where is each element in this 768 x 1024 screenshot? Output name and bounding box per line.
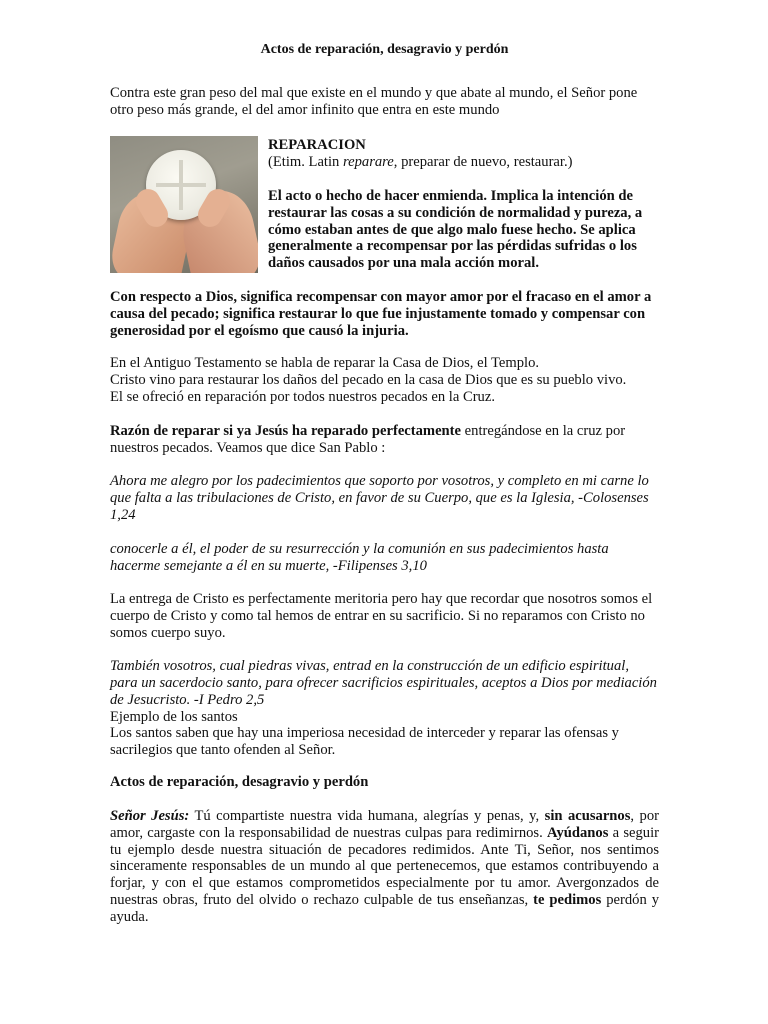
etymology-word: reparare <box>342 154 394 170</box>
prayer-senor: Señor Jesús: <box>110 808 190 824</box>
razon-bold-text: Razón de reparar si ya Jesús ha reparado perfectamente <box>110 423 462 439</box>
quote-colosenses: Ahora me alegro por los padecimientos que soporto por vosotros, y completo en mi carne lo que falta a las tribulaciones de Cristo, en favor de su Cuerpo, que es la Iglesia, -Colosenses 1,24 <box>110 473 649 523</box>
etymology-suffix: , preparar de nuevo, restaurar.) <box>393 154 573 170</box>
antiguo-line-3: El se ofreció en reparación por todos nuestros pecados en la Cruz. <box>110 389 495 405</box>
respecto-dios-paragraph: Con respecto a Dios, significa recompensar con mayor amor por el fracaso en el amor a causa del pecado; significa restaurar lo que fue injustamente tomado y compensar con generosidad por el egoísmo que causó la injuria. <box>110 289 652 339</box>
prayer-text-3: a seguir tu ejemplo desde nuestra situación de pecadores redimidos. Ante Ti, Señor, nos sentimos sinceramente responsables de un mundo al que pertenecemos, que estamos contribuyendo a forjar, y con el que estamos comprometidos especialmente por tu amor. Avergonzados de nuestras obras, fruto del olvido o rechazo culpable de tus enseñanzas, <box>110 824 659 908</box>
prayer-te-pedimos: te pedimos <box>533 891 602 908</box>
prayer-text-2: , por amor, cargaste con la responsabilidad de nuestras culpas para redimirnos. <box>110 808 659 841</box>
quote-pedro: También vosotros, cual piedras vivas, entrad en la construcción de un edificio espiritual, para un sacerdocio santo, para ofrecer sacrificios espirituales, aceptos a Dios por mediación de Jesucristo. -I Pedro 2,5 <box>110 658 657 708</box>
prayer-sin-acusarnos: sin acusarnos <box>544 808 631 824</box>
host-hands-image <box>110 136 258 273</box>
intro-paragraph: Contra este gran peso del mal que existe en el mundo y que abate al mundo, el Señor pone otro peso más grande, el del amor infinito que entra en este mundo <box>110 85 638 118</box>
etymology-prefix: (Etim. Latin <box>268 154 343 170</box>
razon-paragraph <box>110 423 659 457</box>
reparacion-definition: El acto o hecho de hacer enmienda. Implica la intención de restaurar las cosas a su condición de normalidad y pureza, a cómo estaban antes de que algo malo fuese hecho. Se aplica generalmente a recompensar por las pérdidas sufridas o los daños causados por una mala acción moral. <box>268 188 643 272</box>
etymology-line <box>268 154 659 171</box>
prayer-text-4: perdón y ayuda. <box>110 891 660 925</box>
antiguo-line-1: En el Antiguo Testamento se habla de reparar la Casa de Dios, el Templo. <box>110 355 540 371</box>
document-title: Actos de reparación, desagravio y perdón <box>260 42 509 57</box>
prayer-text-1: Tú compartiste nuestra vida humana, alegrías y penas, y, <box>189 808 545 824</box>
ejemplo-text: Los santos saben que hay una imperiosa necesidad de interceder y reparar las ofensas y sacrilegios que tanto ofenden al Señor. <box>110 725 619 758</box>
quote-filipenses: conocerle a él, el poder de su resurrección y la comunión en sus padecimientos hasta hacerme semejante a él en su muerte, -Filipenses 3,10 <box>110 541 609 574</box>
ejemplo-heading: Ejemplo de los santos <box>110 709 238 725</box>
prayer-ayudanos: Ayúdanos <box>547 824 609 841</box>
reparacion-heading: REPARACION <box>268 137 366 153</box>
entrega-paragraph: La entrega de Cristo es perfectamente meritoria pero hay que recordar que nosotros somos el cuerpo de Cristo y como tal hemos de entrar en su sacrificio. Si no reparamos con Cristo no somos cuerpo suyo. <box>110 591 653 641</box>
razon-rest-text: entregándose en la cruz por nuestros pecados. Veamos que dice San Pablo : <box>110 423 626 456</box>
actos-heading: Actos de reparación, desagravio y perdón <box>110 774 369 790</box>
prayer-paragraph <box>110 808 659 926</box>
antiguo-line-2: Cristo vino para restaurar los daños del pecado en la casa de Dios que es su pueblo vivo. <box>110 372 627 388</box>
